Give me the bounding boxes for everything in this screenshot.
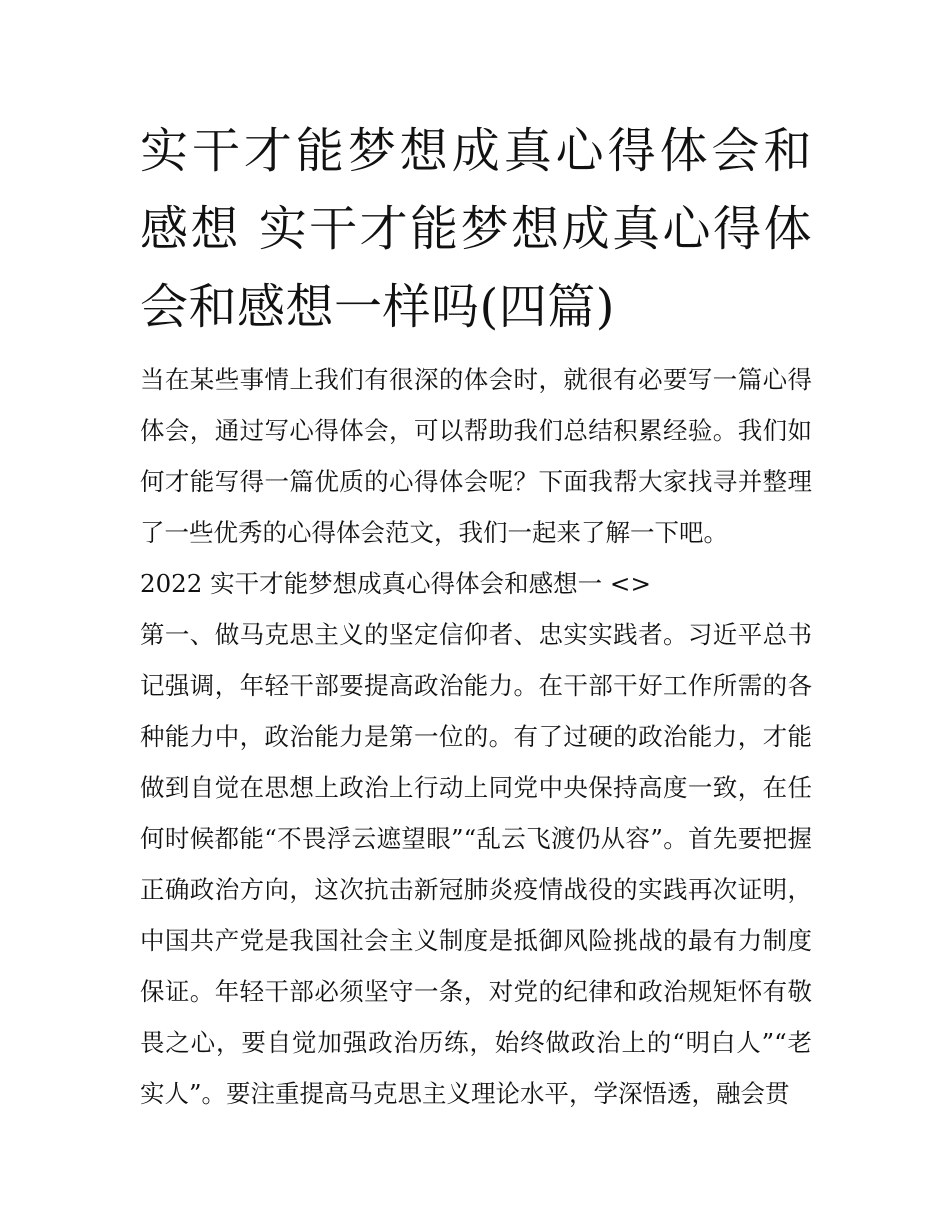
body-paragraph: 第一、做马克思主义的坚定信仰者、忠实实践者。习近平总书记强调，年轻干部要提高政治能力。在干部干好工作所需的各种能力中，政治能力是第一位的。有了过硬的政治能力，才能做到自觉在思想上政治上行动上同党中央保持高度一致，在任何时候都能“不畏浮云遮望眼”“乱云飞渡仍从容”。首先要把握正确政治方向，这次抗击新冠肺炎疫情战役的实践再次证明，中国共产党是我国社会主义制度是抵御风险挑战的最有力制度保证。年轻干部必须坚守一条，对党的纪律和政治规矩怀有敬畏之心，要自觉加强政治历练，始终做政治上的“明白人”“老实人”。要注重提高马克思主义理论水平，学深悟透，融会贯 bbox=[140, 620, 812, 1108]
intro-paragraph: 当在某些事情上我们有很深的体会时，就很有必要写一篇心得体会，通过写心得体会，可以帮助我们总结积累经验。我们如何才能写得一篇优质的心得体会呢？下面我帮大家找寻并整理了一些优秀的心得体会范文，我们一起来了解一下吧。 bbox=[140, 365, 812, 547]
document-title: 实干才能梦想成真心得体会和感想 实干才能梦想成真心得体会和感想一样吗(四篇) bbox=[140, 123, 812, 335]
document-page bbox=[140, 112, 812, 1119]
section-heading: 2022 实干才能梦想成真心得体会和感想一 <> bbox=[140, 569, 651, 598]
